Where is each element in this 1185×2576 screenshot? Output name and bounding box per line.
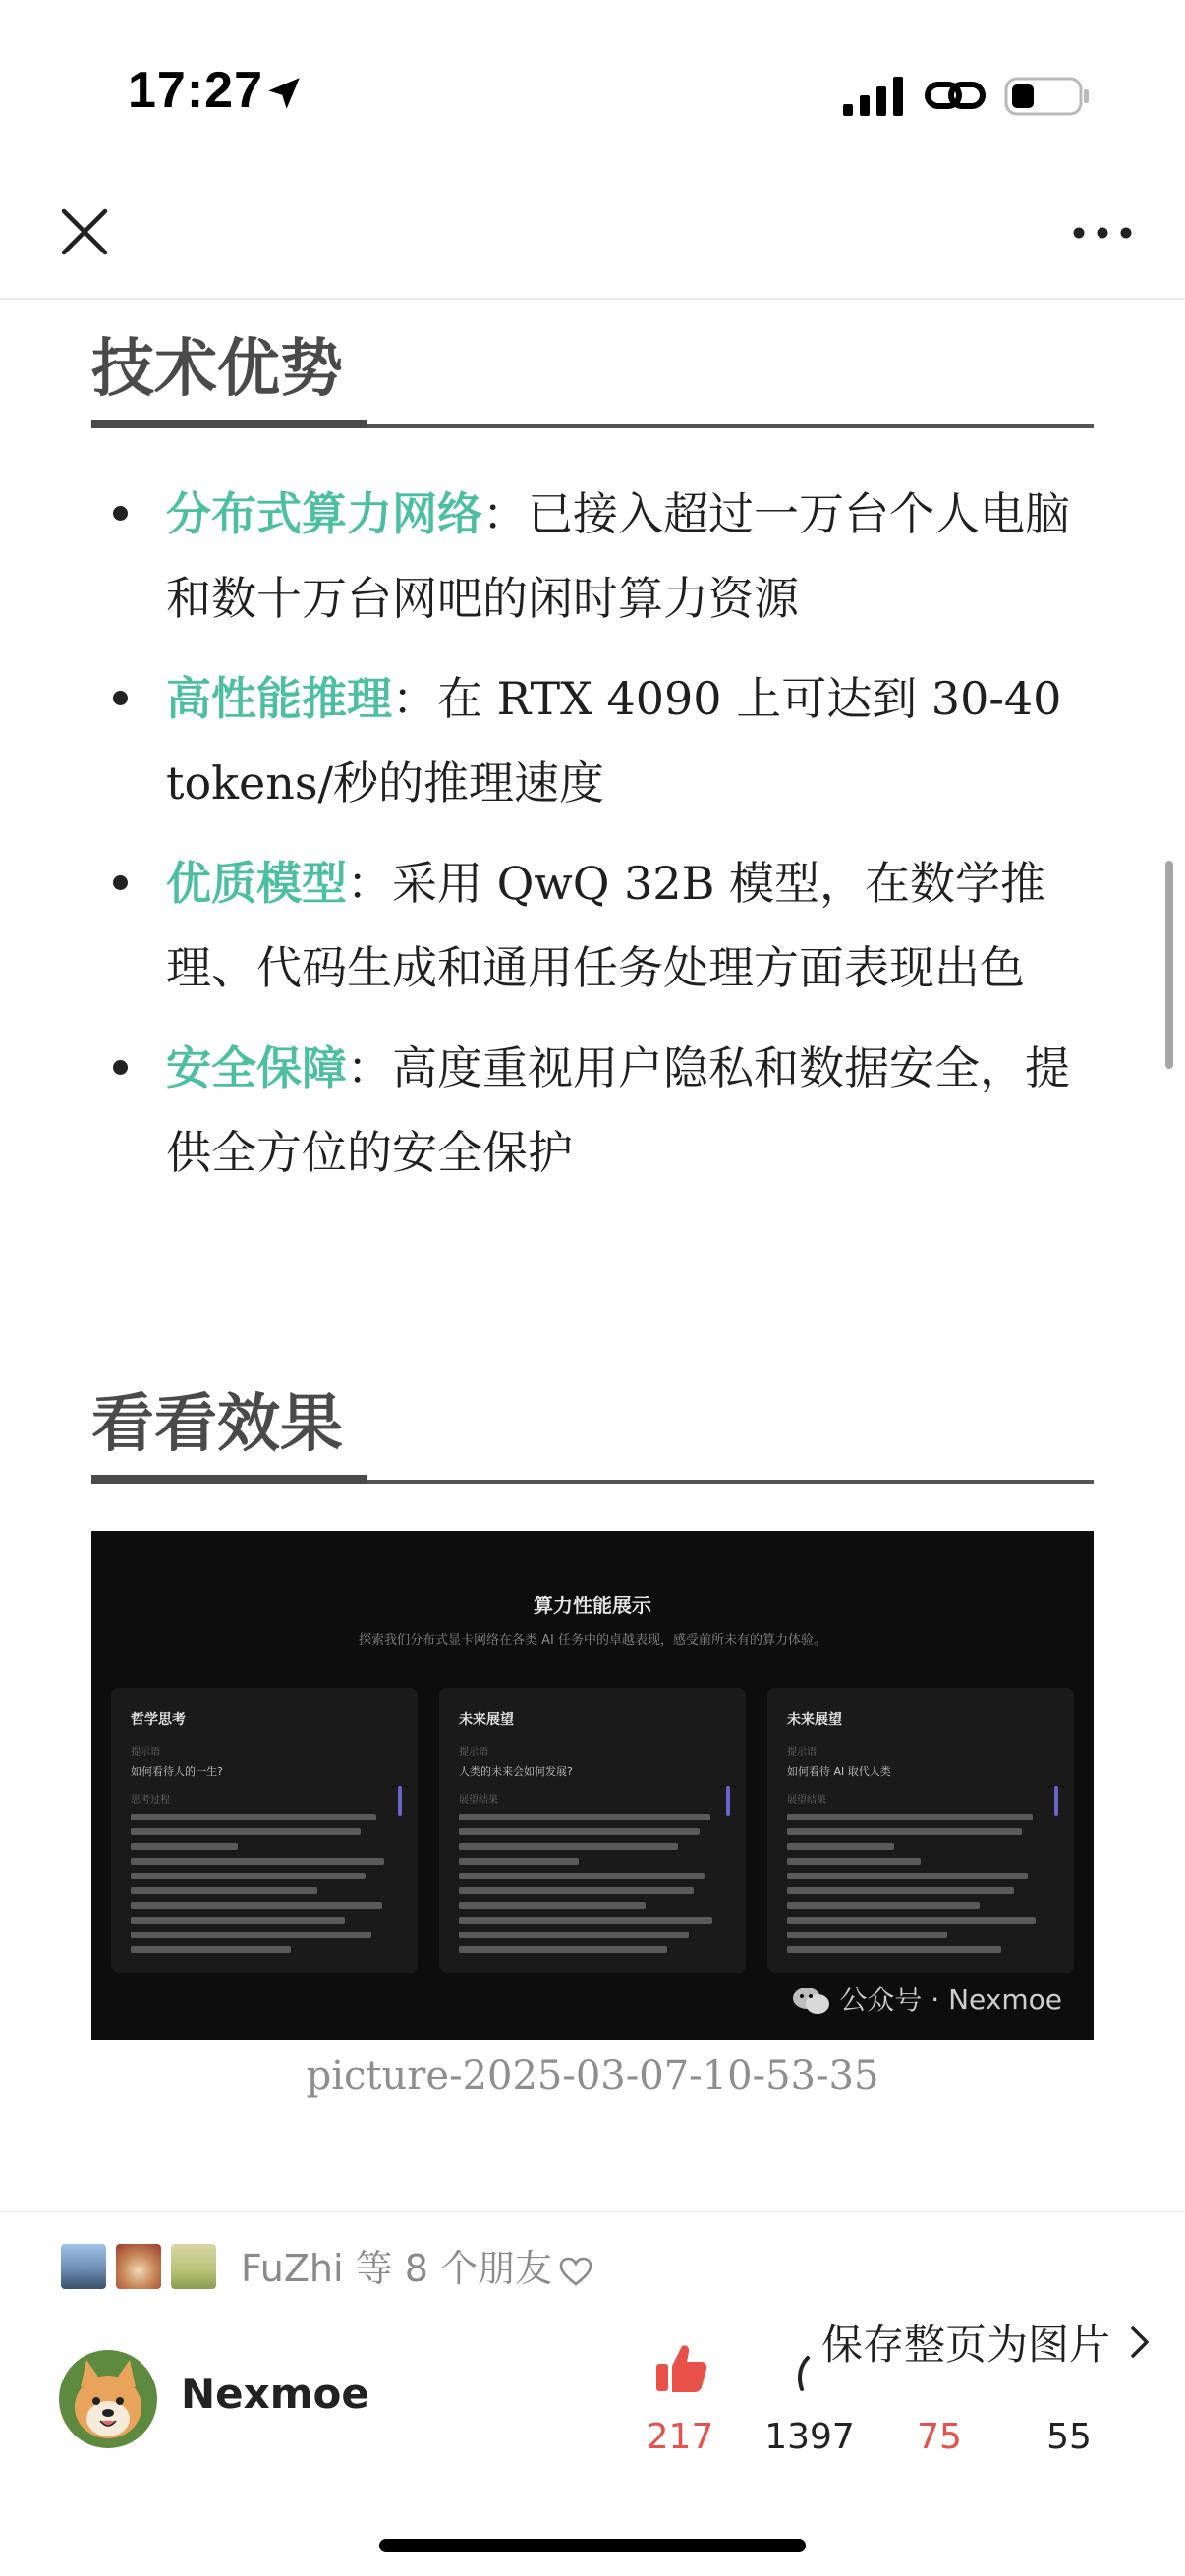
card-label: 展望结果	[787, 1795, 826, 1806]
author-avatar[interactable]	[59, 2350, 157, 2448]
figure-card	[111, 1688, 418, 1973]
shiba-avatar-icon	[59, 2350, 157, 2448]
card-label: 提示语	[131, 1747, 160, 1758]
favorite-count: 75	[917, 2417, 962, 2457]
section-title: 技术优势	[91, 333, 343, 406]
bullet-term: 优质模型	[166, 857, 347, 910]
card-title: 未来展望	[787, 1712, 842, 1728]
friend-avatar	[59, 2242, 108, 2291]
friends-text-label: FuZhi 等 8 个朋友	[241, 2247, 552, 2290]
card-label: 展望结果	[459, 1795, 498, 1806]
bullet-term: 高性能推理	[166, 672, 392, 725]
share-count: 1397	[764, 2417, 855, 2457]
card-text-lines	[787, 1814, 1054, 1953]
figure-subtitle: 探索我们分布式显卡网络在各类 AI 任务中的卓越表现，感受前所未有的算力体验。	[359, 1633, 826, 1648]
card-scrollbar	[726, 1786, 730, 1816]
home-indicator[interactable]	[379, 2539, 806, 2552]
heading-underline-accent	[91, 1475, 367, 1484]
figure-card	[767, 1688, 1074, 1973]
bullet-dot	[113, 875, 128, 890]
bullet-term: 分布式算力网络	[166, 487, 482, 540]
nav-bar	[0, 187, 1185, 300]
card-scrollbar	[1054, 1786, 1058, 1816]
card-question: 如何看待人的一生?	[131, 1765, 223, 1778]
comment-count: 55	[1046, 2417, 1092, 2457]
list-item	[91, 1026, 1094, 1195]
card-text-lines	[459, 1814, 726, 1953]
share-icon	[780, 2338, 839, 2397]
card-label: 提示语	[787, 1747, 817, 1758]
battery-icon	[1004, 75, 1091, 118]
comment-icon	[1040, 2338, 1099, 2397]
advantages-list	[91, 472, 1094, 1210]
status-time: 17:27	[128, 62, 263, 119]
list-item	[91, 472, 1094, 641]
link-icon	[924, 73, 987, 118]
chevron-right-icon[interactable]	[1128, 2323, 1152, 2362]
thumbs-up-icon	[650, 2338, 709, 2397]
bullet-term: 安全保障	[166, 1041, 347, 1094]
figure-watermark	[792, 1979, 1062, 2018]
card-label: 提示语	[459, 1747, 488, 1758]
bullet-text: ：已接入超过一万台个人电脑和数十万台网吧的闲时算力资源	[166, 487, 1070, 625]
cellular-signal-icon	[843, 77, 904, 116]
wechat-icon	[792, 1986, 831, 2017]
figure-card	[439, 1688, 746, 1973]
comment-button[interactable]	[1010, 2338, 1128, 2466]
friend-avatar	[169, 2242, 218, 2291]
heart-outline-icon	[558, 2256, 593, 2287]
author-name[interactable]: Nexmoe	[181, 2370, 369, 2418]
list-item	[91, 656, 1094, 825]
bullet-text: ：高度重视用户隐私和数据安全，提供全方位的安全保护	[166, 1041, 1070, 1179]
bullet-text: ：采用 QwQ 32B 模型，在数学推理、代码生成和通用任务处理方面表现出色	[166, 857, 1046, 994]
bullet-dot	[113, 506, 128, 521]
heart-icon	[910, 2338, 969, 2397]
bullet-dot	[113, 691, 128, 705]
card-title: 未来展望	[459, 1712, 514, 1728]
section-title: 看看效果	[91, 1388, 343, 1461]
bottom-divider	[0, 2211, 1185, 2212]
watermark-text: 公众号 · Nexmoe	[839, 1984, 1062, 2016]
image-caption: picture-2025-03-07-10-53-35	[306, 2053, 879, 2099]
bullet-text: ：在 RTX 4090 上可达到 30-40 tokens/秒的推理速度	[166, 672, 1062, 810]
status-bar	[0, 0, 1185, 187]
page-scrollbar[interactable]	[1165, 861, 1173, 1069]
list-item	[91, 841, 1094, 1010]
article-image[interactable]	[91, 1531, 1094, 2040]
card-text-lines	[131, 1814, 398, 1953]
like-button[interactable]	[621, 2338, 739, 2466]
like-count: 217	[646, 2417, 714, 2457]
friends-liked-text	[241, 2242, 593, 2295]
section-heading-demo	[91, 1366, 1094, 1484]
card-label: 思考过程	[131, 1795, 170, 1806]
heading-underline-accent	[91, 420, 367, 428]
card-question: 人类的未来会如何发展?	[459, 1765, 573, 1778]
bullet-dot	[113, 1060, 128, 1075]
share-button[interactable]	[751, 2338, 869, 2466]
save-page-as-image-button[interactable]: 保存整页为图片	[821, 2321, 1111, 2369]
figure-title: 算力性能展示	[534, 1594, 651, 1617]
section-heading-tech	[91, 310, 1094, 428]
card-question: 如何看待 AI 取代人类	[787, 1765, 891, 1778]
more-dots-icon[interactable]	[1071, 218, 1134, 248]
card-title: 哲学思考	[131, 1712, 186, 1728]
location-arrow-icon	[263, 73, 305, 114]
friend-avatar	[114, 2242, 163, 2291]
card-scrollbar	[398, 1786, 402, 1816]
favorite-button[interactable]	[880, 2338, 998, 2466]
close-icon[interactable]	[59, 206, 110, 257]
